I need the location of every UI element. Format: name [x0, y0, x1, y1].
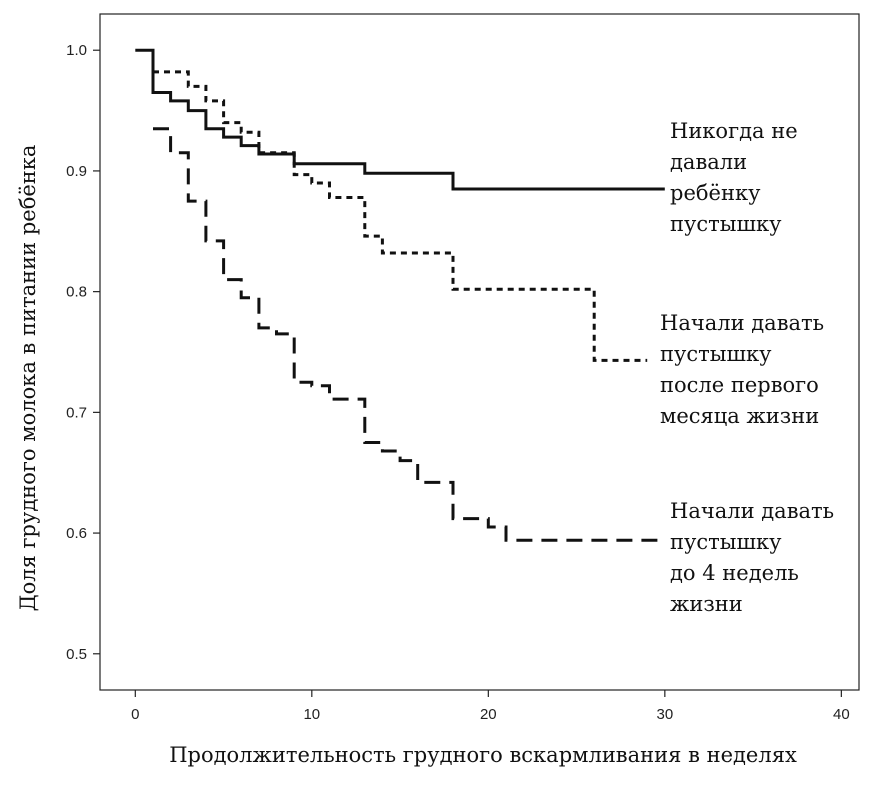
y-tick-label: 1.0 [66, 42, 87, 60]
series-label-line: пустышку [660, 342, 772, 366]
series-label-line: ребёнку [670, 181, 761, 205]
x-axis-title: Продолжительность грудного вскармливания в неделях [169, 743, 797, 767]
series-line-0 [135, 50, 665, 189]
series-label-line: после первого [660, 373, 819, 397]
series-label-line: Никогда не [670, 119, 798, 143]
x-tick-label: 20 [479, 706, 497, 723]
series-label-line: до 4 недель [670, 561, 799, 585]
x-tick-label: 10 [303, 706, 321, 723]
y-tick-label: 0.7 [66, 404, 87, 422]
series-label-line: жизни [670, 592, 743, 616]
series-label-line: давали [670, 150, 748, 174]
series-label-line: месяца жизни [660, 404, 820, 428]
x-tick-label: 0 [131, 706, 140, 723]
series-lines [135, 50, 665, 540]
series-label-line: Начали давать [660, 311, 825, 335]
y-tick-label: 0.6 [66, 525, 87, 543]
series-label-line: Начали давать [670, 499, 835, 523]
y-axis-title: Доля грудного молока в питании ребёнка [16, 144, 40, 612]
series-line-1 [153, 72, 647, 361]
series-label-1 [660, 311, 824, 428]
series-labels [660, 119, 834, 616]
series-label-line: пустышку [670, 212, 782, 236]
x-tick-label: 40 [833, 706, 850, 723]
y-axis-ticks [66, 42, 100, 663]
series-label-0 [670, 119, 798, 236]
series-label-line: пустышку [670, 530, 782, 554]
y-tick-label: 0.8 [66, 283, 87, 301]
x-axis-ticks [131, 690, 850, 723]
x-tick-label: 30 [656, 706, 674, 723]
series-label-2 [670, 499, 834, 616]
y-tick-label: 0.9 [66, 162, 87, 180]
y-tick-label: 0.5 [66, 645, 87, 663]
